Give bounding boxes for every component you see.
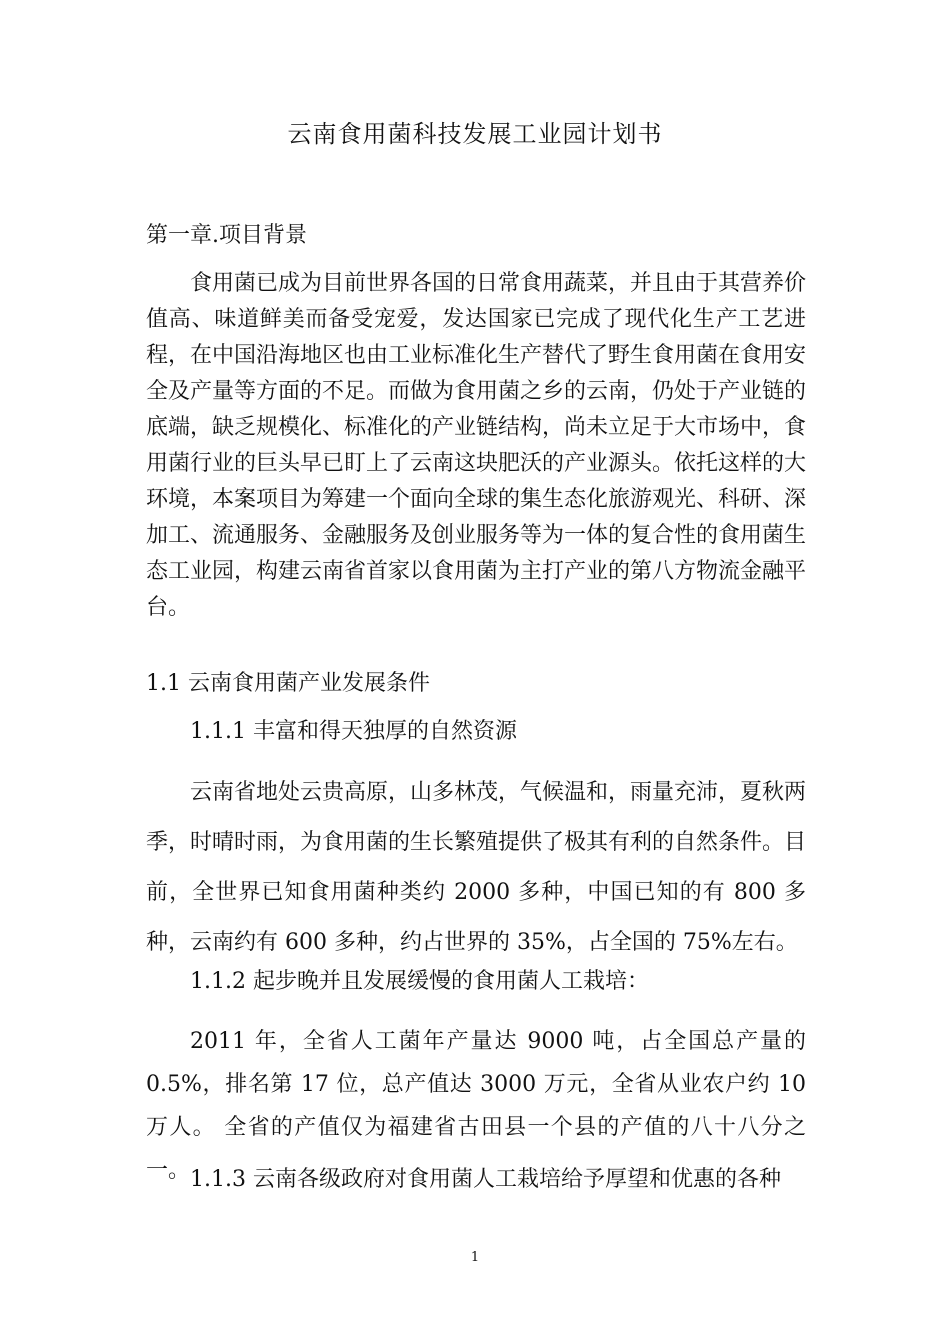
chapter-heading: 第一章.项目背景 [146, 223, 307, 248]
subsection-heading-1-1-3: 1.1.3 云南各级政府对食用菌人工栽培给予厚望和优惠的各种 [190, 1167, 781, 1192]
paragraph-natural-resources: 云南省地处云贵高原，山多林茂，气候温和，雨量充沛，夏秋两季，时晴时雨，为食用菌的生长繁殖提供了极其有利的自然条件。目前，全世界已知食用菌种类约 2000 多种，中国已知的有 800 多种，云南约有 600 多种，约占世界的 35%，占全国的 75%左右。 [146, 780, 807, 955]
section-heading-1-1: 1.1 云南食用菌产业发展条件 [146, 671, 430, 696]
page-number: 1 [470, 1250, 480, 1265]
subsection-heading-1-1-1: 1.1.1 丰富和得天独厚的自然资源 [190, 719, 517, 744]
subsection-heading-1-1-2: 1.1.2 起步晚并且发展缓慢的食用菌人工栽培： [190, 969, 649, 994]
paragraph-cultivation: 2011 年，全省人工菌年产量达 9000 吨，占全国总产量的 0.5%，排名第 17 位，总产值达 3000 万元，全省从业农户约 10 万人。 全省的产值仅为福建省古田县一个县的产值的八十八分之一。 [146, 1029, 806, 1183]
document-title: 云南食用菌科技发展工业园计划书 [287, 120, 663, 148]
intro-paragraph: 食用菌已成为目前世界各国的日常食用蔬菜，并且由于其营养价值高、味道鲜美而备受宠爱，发达国家已完成了现代化生产工艺进程，在中国沿海地区也由工业标准化生产替代了野生食用菌在食用安全及产量等方面的不足。而做为食用菌之乡的云南，仍处于产业链的底端，缺乏规模化、标准化的产业链结构，尚未立足于大市场中，食用菌行业的巨头早已盯上了云南这块肥沃的产业源头。依托这样的大环境，本案项目为筹建一个面向全球的集生态化旅游观光、科研、深加工、流通服务、金融服务及创业服务等为一体的复合性的食用菌生态工业园，构建云南省首家以食用菌为主打产业的第八方物流金融平台。 [146, 271, 807, 620]
